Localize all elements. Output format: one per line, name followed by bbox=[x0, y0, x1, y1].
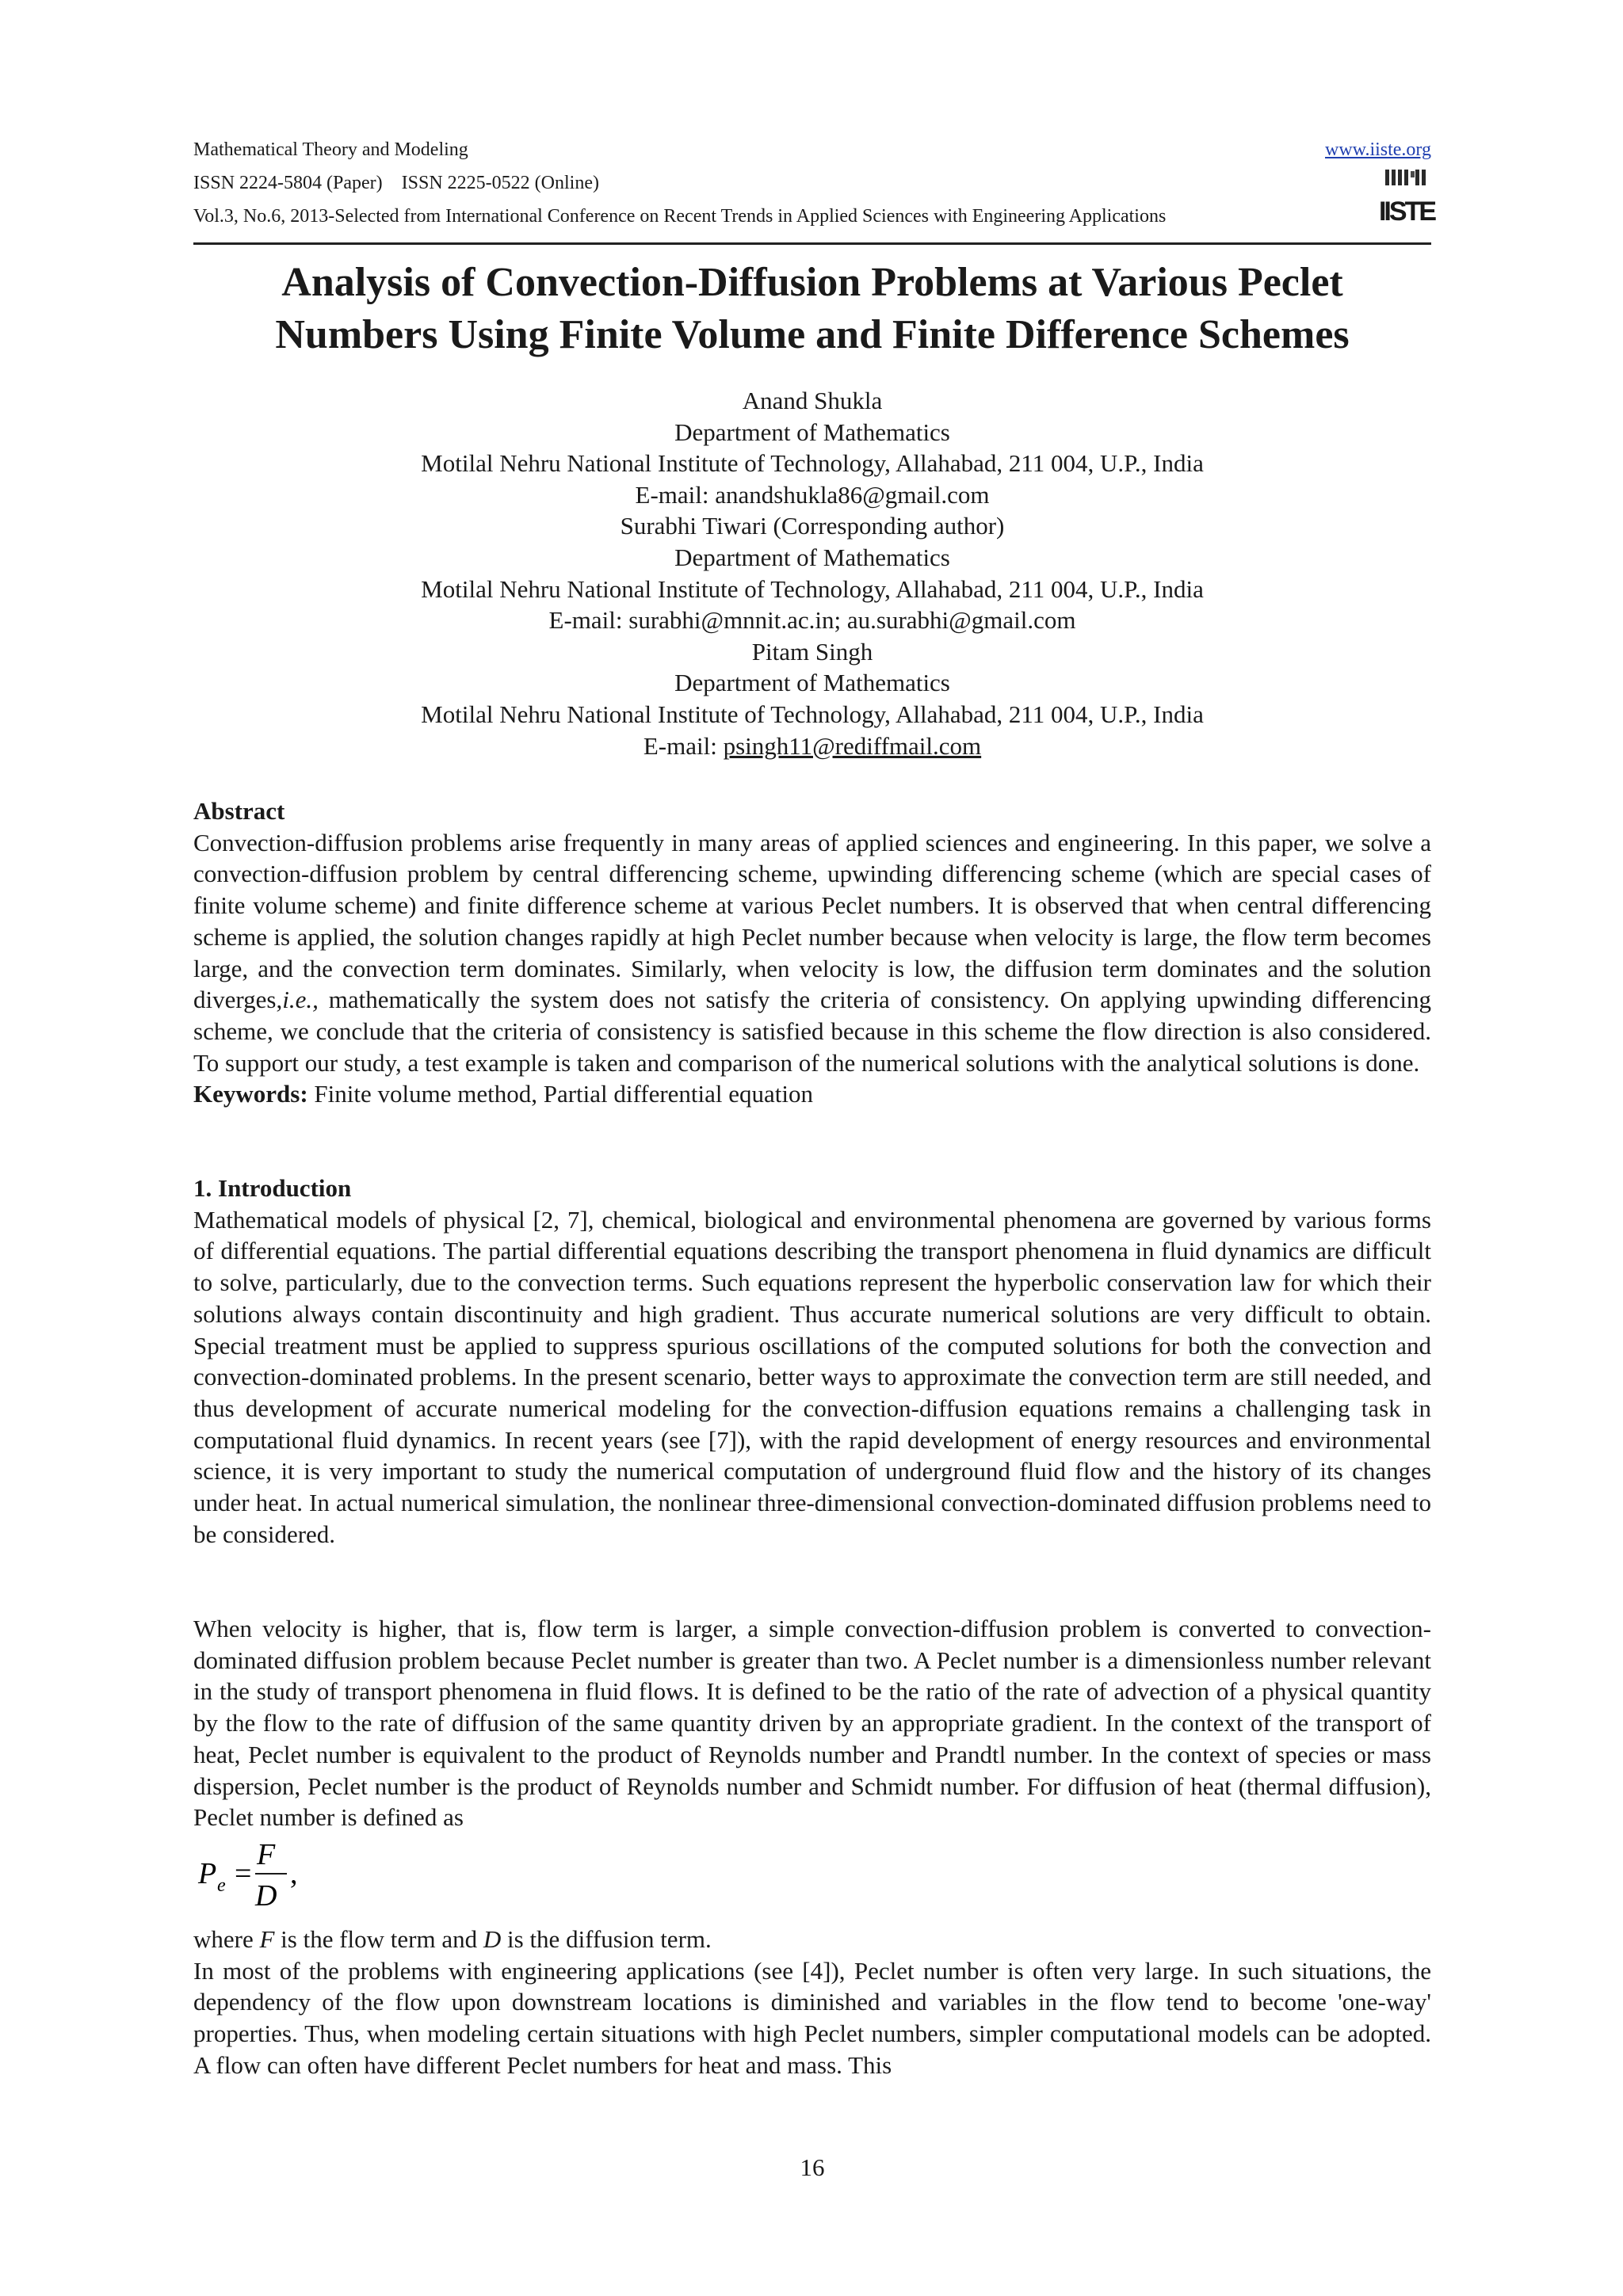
intro-paragraph-2: When velocity is higher, that is, flow term is larger, a simple convection-diffusion problem is converted to convection-dominated diffusion problem because Peclet number is greater than two. A Peclet number is a dimensionless number relevant in the study of transport phenomena in fluid flows. It is defined to be the ratio of the rate of advection of a physical quantity by the flow to the rate of diffusion of the same quantity driven by an appropriate gradient. In the context of the transport of heat, Peclet number is equivalent to the product of Reynolds number and Prandtl number. In the context of species or mass dispersion, Peclet number is the product of Reynolds number and Schmidt number. For diffusion of heat (thermal diffusion), Peclet number is defined as bbox=[193, 1615, 1431, 1832]
keywords-label: Keywords: bbox=[193, 1080, 308, 1108]
author-department: Department of Mathematics bbox=[674, 418, 950, 446]
journal-name: Mathematical Theory and Modeling bbox=[193, 139, 468, 160]
intro-paragraph-3: In most of the problems with engineering applications (see [4]), Peclet number is often very large. In such situations, the dependency of the flow upon downstream locations is diminished and variables in the flow tend to become 'one-way' properties. Thus, when modeling certain situations with high Peclet numbers, simpler computational models can be adopted. A flow can often have different Peclet numbers for heat and mass. This bbox=[193, 1956, 1431, 2079]
svg-text:e: e bbox=[217, 1875, 226, 1896]
svg-text:F: F bbox=[257, 1838, 276, 1871]
author-affiliation: Motilal Nehru National Institute of Technology, Allahabad, 211 004, U.P., India bbox=[421, 700, 1204, 728]
page-number: 16 bbox=[800, 2153, 825, 2181]
iiste-logo bbox=[1378, 168, 1435, 227]
keywords-text: Finite volume method, Partial differential equation bbox=[314, 1080, 814, 1108]
svg-text:P: P bbox=[198, 1857, 217, 1890]
intro-paragraph-2-block bbox=[193, 1613, 1431, 1833]
header-rule bbox=[193, 242, 1431, 245]
author-affiliation: Motilal Nehru National Institute of Technology, Allahabad, 211 004, U.P., India bbox=[421, 574, 1204, 603]
author-email: E-mail: surabhi@mnnit.ac.in; au.surabhi@gmail.com bbox=[548, 606, 1076, 635]
keywords-line bbox=[193, 1078, 1431, 1110]
peclet-equation bbox=[193, 1834, 352, 1913]
volume-line: Vol.3, No.6, 2013-Selected from International Conference on Recent Trends in Applied Sciences with Engineering Applications bbox=[193, 206, 1167, 227]
author-email: E-mail: anandshukla86@gmail.com bbox=[635, 480, 990, 509]
svg-text:IISTE: IISTE bbox=[1378, 196, 1435, 227]
svg-text:=: = bbox=[235, 1857, 252, 1890]
title-line-2: Numbers Using Finite Volume and Finite Difference Schemes bbox=[275, 312, 1350, 357]
author-name: Anand Shukla bbox=[742, 387, 883, 414]
author-department: Department of Mathematics bbox=[674, 669, 950, 697]
svg-text:,: , bbox=[290, 1857, 298, 1890]
author-affiliation: Motilal Nehru National Institute of Technology, Allahabad, 211 004, U.P., India bbox=[421, 449, 1204, 478]
intro-paragraph-1: Mathematical models of physical [2, 7], chemical, biological and environmental phenomena are governed by various forms of differential equations. The partial differential equations describing the transport phenomena in fluid dynamics are difficult to solve, particularly, due to the convection terms. Such equations represent the hyperbolic conservation law for which their solutions always contain discontinuity and high gradient. Thus accurate numerical solutions are very difficult to obtain. Special treatment must be applied to suppress spurious oscillations of the computed solutions for both the convection and convection-dominated problems. In the present scenario, better ways to approximate the convection term are still needed, and thus development of accurate numerical modeling for the convection-diffusion equations remains a challenging task in computational fluid dynamics. In recent years (see [7]), with the rapid development of energy resources and environmental science, it is very important to study the numerical computation of underground fluid flow and the history of its changes under heat. In actual numerical simulation, the nonlinear three-dimensional convection-dominated diffusion problems need to be considered. bbox=[193, 1205, 1431, 1548]
journal-url-link[interactable]: www.iiste.org bbox=[1325, 139, 1431, 160]
author-email: E-mail: psingh11@rediffmail.com bbox=[643, 731, 982, 760]
intro-paragraph-3-block bbox=[193, 1924, 1431, 2081]
email-link[interactable]: psingh11@rediffmail.com bbox=[723, 731, 982, 760]
author-department: Department of Mathematics bbox=[674, 543, 950, 571]
abstract-heading: Abstract bbox=[193, 797, 285, 825]
author-name: Pitam Singh bbox=[751, 637, 873, 666]
svg-text:D: D bbox=[255, 1879, 277, 1913]
author-name: Surabhi Tiwari (Corresponding author) bbox=[620, 512, 1005, 540]
issn-line: ISSN 2224-5804 (Paper) ISSN 2225-0522 (Online) bbox=[193, 173, 599, 193]
abstract-section bbox=[193, 795, 1431, 1110]
introduction-section bbox=[193, 1173, 1431, 1550]
intro-heading: 1. Introduction bbox=[193, 1174, 352, 1202]
where-line: where F is the flow term and D is the diffusion term. bbox=[193, 1925, 712, 1953]
abstract-text: Convection-diffusion problems arise frequently in many areas of applied sciences and engineering. In this paper, we solve a convection-diffusion problem by central differencing scheme, upwinding differencing scheme (which are special cases of finite volume scheme) and finite difference scheme at various Peclet numbers. It is observed that when central differencing scheme is applied, the solution changes rapidly at high Peclet number because when velocity is large, the flow term becomes large, and the convection term dominates. Similarly, when velocity is low, the diffusion term dominates and the solution diverges,i.e., mathematically the system does not satisfy the criteria of consistency. On applying upwinding differencing scheme, we conclude that the criteria of consistency is satisfied because in this scheme the flow direction is also considered. To support our study, a test example is taken and comparison of the numerical solutions with the analytical solutions is done. bbox=[193, 828, 1431, 1077]
paper-title bbox=[193, 257, 1431, 361]
title-line-1: Analysis of Convection-Diffusion Problems at Various Peclet bbox=[281, 260, 1343, 305]
author-block bbox=[193, 385, 1431, 761]
